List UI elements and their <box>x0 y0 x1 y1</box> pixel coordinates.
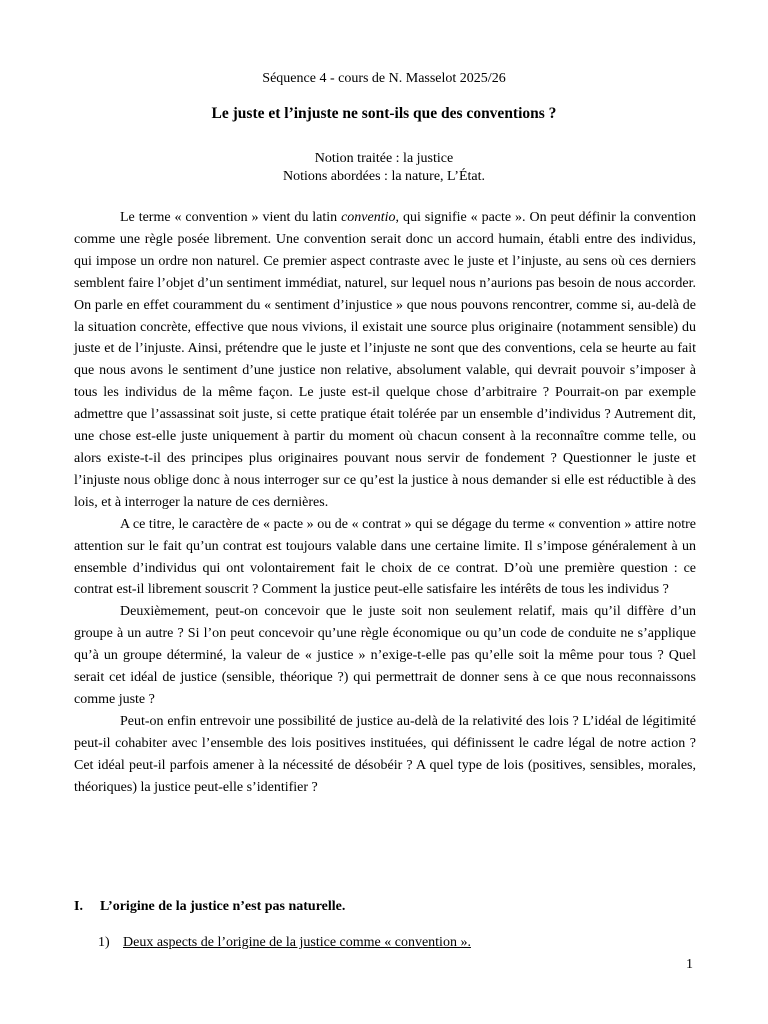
section-heading <box>74 898 345 916</box>
section-number: I. <box>74 899 83 914</box>
subsection-title: Deux aspects de l’origine de la justice comme « convention ». <box>123 935 471 950</box>
paragraph-1 <box>74 207 696 514</box>
paragraph-1-rest: , qui signifie « pacte ». On peut définir la convention comme une règle posée librement. Une convention serait donc un accord humain, établi entre des individus, qui impose un ordre non naturel. Ce premier aspect contraste avec le juste et l’injuste, au sens où ces derniers semblent faire l’objet d’un sentiment immédiat, naturel, sur lequel nous n’aurions pas besoin de nous accorder. On parle en effet couramment du « sentiment d’injustice » que nous pouvons rencontrer, comme si, au-delà de la situation concrète, effective que nous vivions, il existait une source plus originaire (notamment sensible) du juste et de l’injuste. Ainsi, prétendre que le juste et l’injuste ne sont que des conventions, cela se heurte au fait que nous avons le sentiment d’une justice non relative, absolument valable, qui devrait pouvoir s’imposer à tous les individus de la même façon. Le juste est-il quelque chose d’arbitraire ? Pourrait-on par exemple admettre que l’assassinat soit juste, si cette pratique était tolérée par un ensemble d’individus ? Autrement dit, une chose est-elle juste uniquement à partir du moment où chacun consent à la reconnaître comme telle, ou alors existe-t-il des principes plus originaires pouvant nous servir de fondement ? Questionner le juste et l’injuste nous oblige donc à nous interroger sur ce qu’est la justice à nous demander si elle est réductible à des lois, et à interroger la nature de ces dernières. <box>74 210 696 510</box>
course-header: Séquence 4 - cours de N. Masselot 2025/26 <box>262 71 506 86</box>
paragraph-4: Peut-on enfin entrevoir une possibilité de justice au-delà de la relativité des lois ? L’idéal de légitimité peut-il cohabiter avec l’ensemble des lois positives instituées, qui définissent le cadre légal de notre action ? Cet idéal peut-il parfois amener à la nécessité de désobéir ? A quel type de lois (positives, sensibles, morales, théoriques) la justice peut-elle s’identifier ? <box>74 713 696 795</box>
introduction-text <box>74 207 696 798</box>
paragraph-1-latin-term: conventio <box>341 210 396 225</box>
subsection-heading <box>98 934 471 952</box>
paragraph-3: Deuxièmement, peut-on concevoir que le juste soit non seulement relatif, mais qu’il diffère d’un groupe à un autre ? Si l’on peut concevoir qu’une règle économique ou qu’un code de conduite ne s’applique qu’à un groupe déterminé, la valeur de « justice » n’exige-t-elle pas qu’elle soit la même pour tous ? Quel serait cet idéal de justice (sensible, théorique ?) qui permettrait de donner sens à ce que nous reconnaissons comme juste ? <box>74 604 696 707</box>
subsection-number: 1) <box>98 935 110 950</box>
notion-treated: Notion traitée : la justice <box>314 151 454 166</box>
notions-block <box>0 150 768 186</box>
paragraph-2: A ce titre, le caractère de « pacte » ou de « contrat » qui se dégage du terme « convention » attire notre attention sur le fait qu’un contrat est toujours valable dans une certaine limite. Il s’impose généralement à un ensemble d’individus qui ont volontairement fait le choix de ce contrat. D’où une première question : ce contrat est-il librement souscrit ? Comment la justice peut-elle satisfaire les intérêts de tous les individus ? <box>74 516 696 598</box>
paragraph-1-start: Le terme « convention » vient du latin <box>120 210 342 225</box>
section-title: L’origine de la justice n’est pas naturelle. <box>100 899 346 914</box>
notions-covered: Notions abordées : la nature, L’État. <box>282 169 486 184</box>
page-number: 1 <box>686 957 693 972</box>
page-title: Le juste et l’injuste ne sont-ils que des conventions ? <box>211 105 557 122</box>
